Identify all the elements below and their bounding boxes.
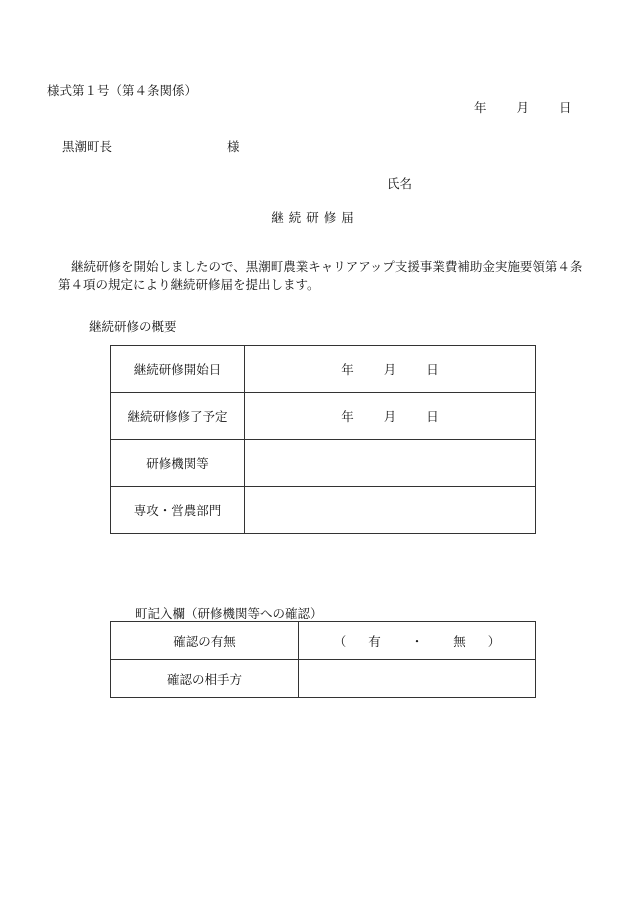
option-yes[interactable]: 有 (368, 633, 381, 649)
end-date-label: 継続研修修了予定 (111, 393, 245, 440)
confirmation-label: 確認の有無 (111, 622, 299, 660)
body-paragraph: 継続研修を開始しましたので、黒潮町農業キャリアアップ支援事業費補助金実施要領第４条第４項の規定により継続研修届を提出します。 (58, 259, 583, 292)
option-separator: ・ (410, 633, 424, 649)
addressee: 黒潮町長 (62, 139, 113, 154)
table-row (111, 660, 536, 698)
end-date-day: 日 (426, 409, 439, 424)
date-month-label: 月 (516, 100, 530, 115)
honorific: 様 (227, 139, 240, 154)
partner-label: 確認の相手方 (111, 660, 299, 698)
major-field[interactable] (245, 487, 536, 534)
confirmation-field[interactable] (299, 622, 536, 660)
town-confirmation-table (110, 621, 536, 698)
institution-field[interactable] (245, 440, 536, 487)
form-number: 様式第１号（第４条関係） (47, 83, 198, 98)
submission-date (474, 98, 572, 116)
end-date-field[interactable] (245, 393, 536, 440)
option-no[interactable]: 無 (453, 633, 466, 649)
start-date-year: 年 (341, 362, 354, 377)
town-section-heading: 町記入欄（研修機関等への確認） (135, 606, 323, 621)
table-row (111, 346, 536, 393)
overview-table (110, 345, 536, 534)
major-label: 専攻・営農部門 (111, 487, 245, 534)
start-date-field[interactable] (245, 346, 536, 393)
overview-heading: 継続研修の概要 (89, 319, 177, 334)
institution-label: 研修機関等 (111, 440, 245, 487)
date-day-label: 日 (559, 100, 572, 115)
start-date-label: 継続研修開始日 (111, 346, 245, 393)
date-year-label: 年 (474, 100, 487, 115)
applicant-name-label: 氏名 (387, 176, 413, 191)
table-row (111, 440, 536, 487)
table-row (111, 393, 536, 440)
paren-open: （ (333, 633, 347, 649)
paren-close: ） (487, 633, 501, 649)
end-date-year: 年 (341, 409, 354, 424)
table-row (111, 622, 536, 660)
end-date-month: 月 (383, 409, 397, 424)
start-date-month: 月 (383, 362, 397, 377)
start-date-day: 日 (426, 362, 439, 377)
table-row (111, 487, 536, 534)
partner-field[interactable] (299, 660, 536, 698)
document-title: 継続研修届 (271, 210, 359, 225)
